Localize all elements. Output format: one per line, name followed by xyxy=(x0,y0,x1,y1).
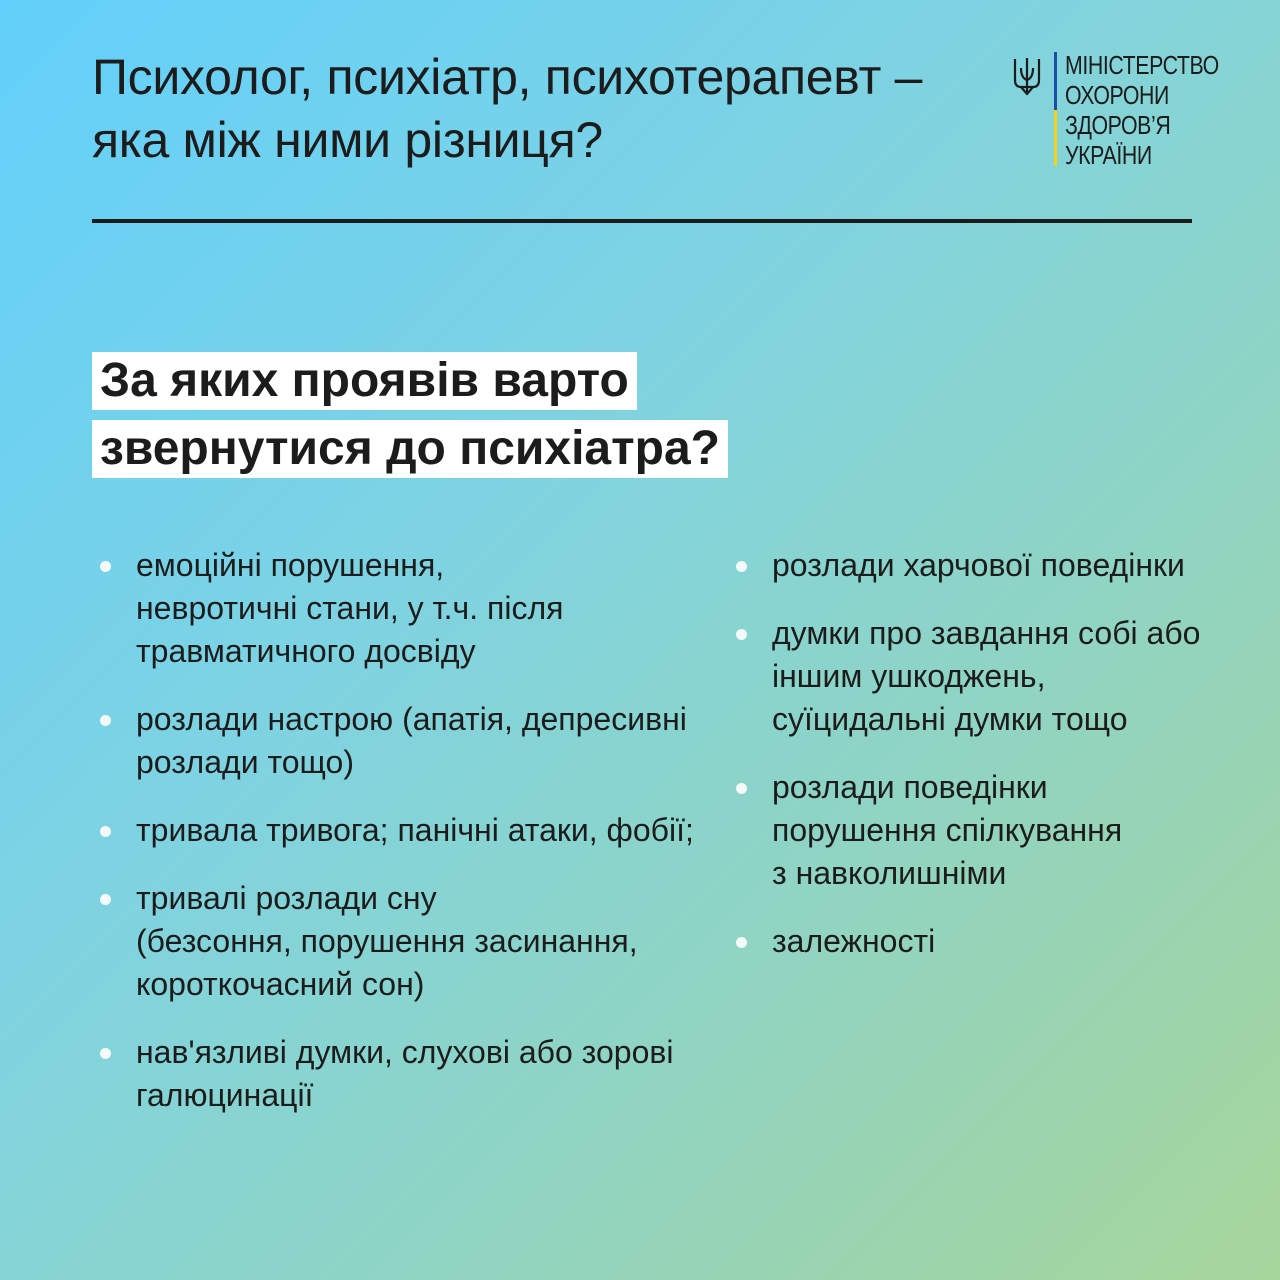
logo-line: ОХОРОНИ xyxy=(1065,80,1169,110)
logo-line: ЗДОРОВ’Я xyxy=(1065,110,1171,140)
list-item-text: розлади поведінки порушення спілкування з навколишніми xyxy=(772,769,1123,891)
list-item xyxy=(732,612,1232,741)
logo-line: МІНІСТЕРСТВО xyxy=(1065,50,1219,80)
logo-blue-bar xyxy=(1054,52,1057,110)
ministry-logo xyxy=(1012,50,1219,170)
list-item xyxy=(732,544,1232,587)
page-title-line2: яка між ними різниця? xyxy=(92,112,603,168)
bullet-icon xyxy=(736,561,747,572)
list-item-text: розлади настрою (апатія, депресивні розлади тощо) xyxy=(136,701,687,780)
list-item xyxy=(96,877,696,1006)
header-divider xyxy=(92,219,1192,223)
list-item xyxy=(732,766,1232,895)
bullet-icon xyxy=(100,894,111,905)
list-item-text: тривалі розлади сну (безсоння, порушення засинання, короткочасний сон) xyxy=(136,880,638,1002)
logo-line: УКРАЇНИ xyxy=(1065,140,1152,170)
list-item-text: тривала тривога; панічні атаки, фобії; xyxy=(136,812,694,848)
list-item-text: розлади харчової поведінки xyxy=(772,547,1185,583)
trident-icon xyxy=(1012,56,1042,96)
page-title xyxy=(92,46,972,172)
list-item-text: нав'язливі думки, слухові або зорові галюцинації xyxy=(136,1034,674,1113)
section-heading-line2: звернутися до психіатра? xyxy=(92,420,728,478)
bullet-icon xyxy=(100,1048,111,1059)
list-item xyxy=(96,809,696,852)
symptoms-list-left xyxy=(96,544,696,1117)
bullet-icon xyxy=(100,561,111,572)
bullet-icon xyxy=(100,826,111,837)
list-item xyxy=(96,698,696,784)
list-item-text: емоційні порушення, невротичні стани, у т.ч. після травматичного досвіду xyxy=(136,547,564,669)
list-item-text: думки про завдання собі або іншим ушкоджень, суїцидальні думки тощо xyxy=(772,615,1201,737)
page-title-line1: Психолог, психіатр, психотерапевт – xyxy=(92,49,923,105)
list-item xyxy=(96,1031,696,1117)
bullet-icon xyxy=(736,629,747,640)
logo-yellow-bar xyxy=(1054,110,1057,166)
logo-wordmark xyxy=(1065,50,1219,170)
bullet-icon xyxy=(736,937,747,948)
bullet-icon xyxy=(100,715,111,726)
list-item xyxy=(96,544,696,673)
symptoms-list-right xyxy=(732,544,1232,963)
list-item-text: залежності xyxy=(772,923,936,959)
section-heading xyxy=(92,352,728,488)
list-item xyxy=(732,920,1232,963)
section-heading-line1: За яких проявів варто xyxy=(92,352,637,410)
bullet-icon xyxy=(736,783,747,794)
